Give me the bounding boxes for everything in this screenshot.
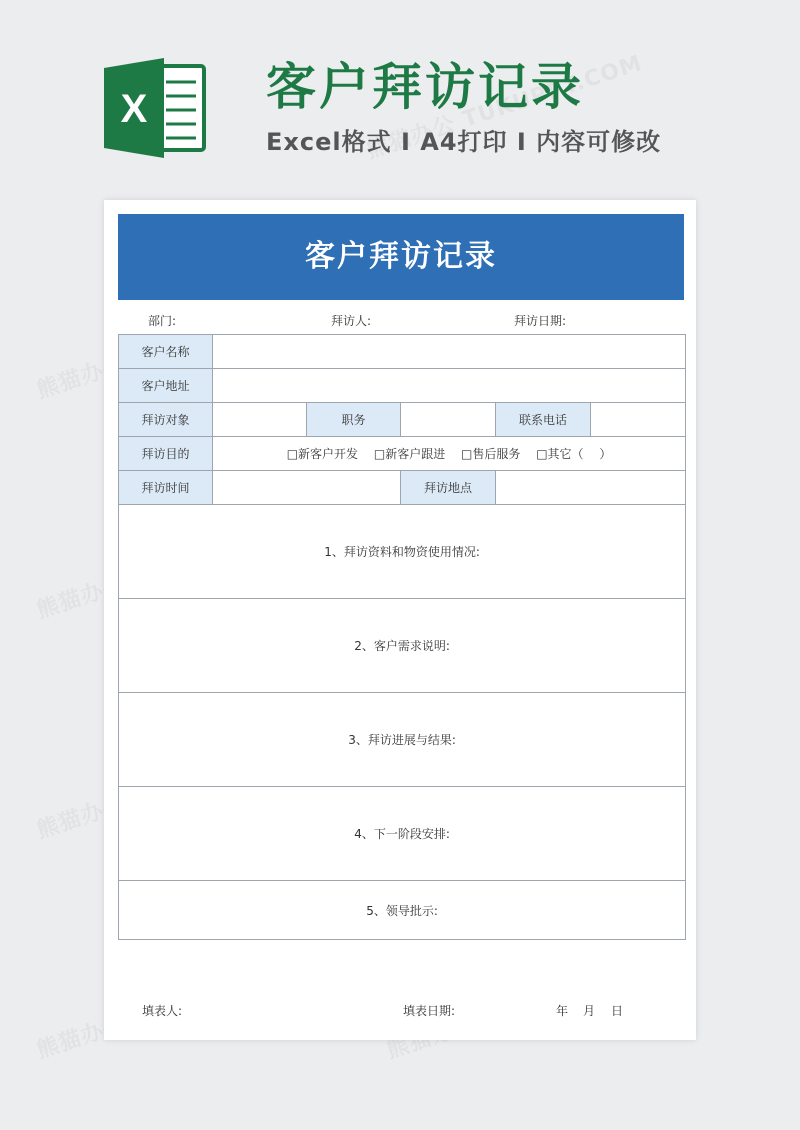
filler-label: 填表人: (142, 1004, 183, 1018)
year-label: 年 (556, 1004, 569, 1018)
section-next-steps-label: 4、下一阶段安排: (354, 827, 450, 841)
day-label: 日 (611, 1004, 624, 1018)
visit-record-table (118, 334, 686, 940)
visit-date-label: 拜访日期: (514, 314, 567, 328)
form-sheet (104, 200, 696, 1040)
visit-place-label: 拜访地点 (401, 471, 496, 505)
visit-place-field[interactable] (496, 471, 686, 505)
page-title: 客户拜访记录 (266, 58, 584, 116)
section-next-steps[interactable] (119, 787, 686, 881)
excel-logo-icon (104, 58, 208, 158)
contact-phone-field[interactable] (591, 403, 686, 437)
contact-phone-label: 联系电话 (496, 403, 591, 437)
position-field[interactable] (401, 403, 496, 437)
visit-time-field[interactable] (213, 471, 401, 505)
position-label: 职务 (307, 403, 401, 437)
purpose-option-after-sales[interactable]: □售后服务 (461, 447, 521, 461)
dept-label: 部门: (148, 314, 177, 328)
section-materials-label: 1、拜访资料和物资使用情况: (324, 545, 480, 559)
month-label: 月 (583, 1004, 596, 1018)
visit-time-label: 拜访时间 (119, 471, 213, 505)
form-footer (118, 1000, 684, 1022)
visit-purpose-options (213, 437, 686, 471)
purpose-option-new-customer[interactable]: □新客户开发 (286, 447, 359, 461)
section-materials[interactable] (119, 505, 686, 599)
visit-purpose-label: 拜访目的 (119, 437, 213, 471)
section-progress-results[interactable] (119, 693, 686, 787)
section-progress-results-label: 3、拜访进展与结果: (348, 733, 456, 747)
svg-text:X: X (120, 87, 148, 131)
page-header (0, 0, 800, 200)
form-meta-row (118, 304, 684, 334)
section-customer-needs[interactable] (119, 599, 686, 693)
page-subtitle: Excel格式 I A4打印 I 内容可修改 (266, 128, 662, 156)
section-customer-needs-label: 2、客户需求说明: (354, 639, 450, 653)
customer-address-label: 客户地址 (119, 369, 213, 403)
section-leader-approval-label: 5、领导批示: (366, 903, 438, 918)
form-title: 客户拜访记录 (118, 214, 684, 300)
visit-target-label: 拜访对象 (119, 403, 213, 437)
visit-target-field[interactable] (213, 403, 307, 437)
purpose-option-follow-up[interactable]: □新客户跟进 (373, 447, 446, 461)
fill-date-label: 填表日期: (403, 1004, 456, 1018)
customer-address-field[interactable] (213, 369, 686, 403)
visitor-label: 拜访人: (331, 314, 372, 328)
customer-name-field[interactable] (213, 335, 686, 369)
section-leader-approval[interactable] (119, 881, 686, 940)
customer-name-label: 客户名称 (119, 335, 213, 369)
purpose-option-other[interactable]: □其它（ ） (536, 447, 612, 461)
